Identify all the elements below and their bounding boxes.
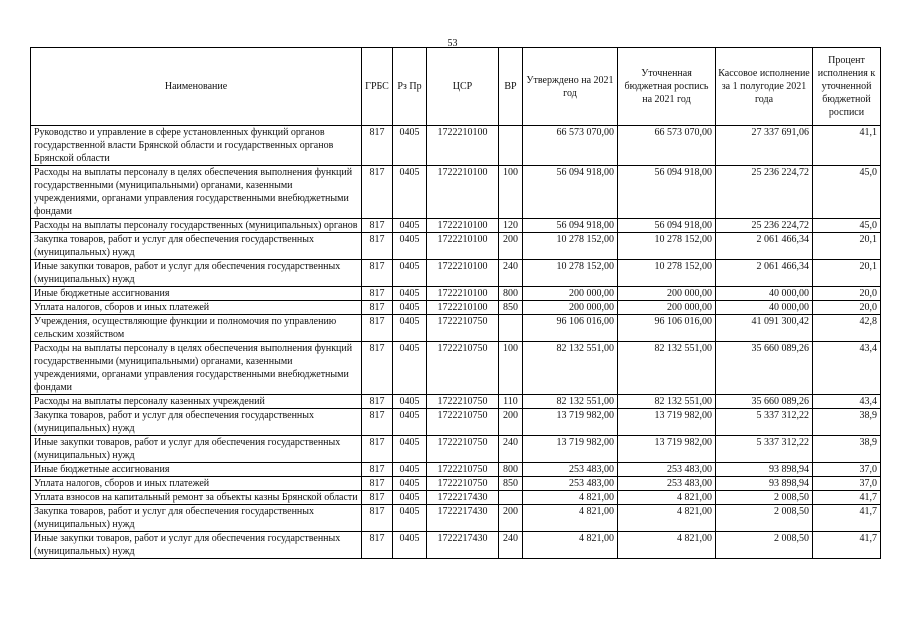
cell-grbs: 817 <box>362 532 393 559</box>
cell-cash: 40 000,00 <box>716 287 813 301</box>
col-header-name: Наименование <box>31 48 362 126</box>
cell-cash: 5 337 312,22 <box>716 409 813 436</box>
table-row <box>31 219 881 233</box>
cell-refined: 253 483,00 <box>618 463 716 477</box>
cell-vr: 100 <box>499 342 523 395</box>
cell-refined: 4 821,00 <box>618 532 716 559</box>
cell-refined: 4 821,00 <box>618 491 716 505</box>
cell-approved: 200 000,00 <box>523 301 618 315</box>
cell-vr: 850 <box>499 301 523 315</box>
cell-csr: 1722210750 <box>427 409 499 436</box>
cell-grbs: 817 <box>362 463 393 477</box>
cell-approved: 10 278 152,00 <box>523 233 618 260</box>
cell-cash: 93 898,94 <box>716 463 813 477</box>
col-header-vr: ВР <box>499 48 523 126</box>
cell-rz-pr: 0405 <box>393 301 427 315</box>
cell-approved: 82 132 551,00 <box>523 395 618 409</box>
cell-refined: 13 719 982,00 <box>618 436 716 463</box>
cell-approved: 96 106 016,00 <box>523 315 618 342</box>
cell-vr: 800 <box>499 463 523 477</box>
cell-csr: 1722210100 <box>427 260 499 287</box>
cell-cash: 93 898,94 <box>716 477 813 491</box>
cell-rz-pr: 0405 <box>393 219 427 233</box>
cell-approved: 13 719 982,00 <box>523 436 618 463</box>
cell-csr: 1722210100 <box>427 166 499 219</box>
cell-rz-pr: 0405 <box>393 315 427 342</box>
cell-name: Иные бюджетные ассигнования <box>31 287 362 301</box>
cell-refined: 96 106 016,00 <box>618 315 716 342</box>
cell-grbs: 817 <box>362 315 393 342</box>
cell-vr: 240 <box>499 532 523 559</box>
cell-name: Уплата взносов на капитальный ремонт за объекты казны Брянской области <box>31 491 362 505</box>
cell-cash: 27 337 691,06 <box>716 126 813 166</box>
cell-grbs: 817 <box>362 342 393 395</box>
cell-rz-pr: 0405 <box>393 126 427 166</box>
cell-rz-pr: 0405 <box>393 463 427 477</box>
cell-grbs: 817 <box>362 260 393 287</box>
cell-refined: 10 278 152,00 <box>618 260 716 287</box>
cell-cash: 25 236 224,72 <box>716 219 813 233</box>
cell-rz-pr: 0405 <box>393 260 427 287</box>
cell-vr: 200 <box>499 505 523 532</box>
cell-cash: 35 660 089,26 <box>716 342 813 395</box>
cell-name: Расходы на выплаты персоналу в целях обеспечения выполнения функций государственными (муниципальными) органами, казенными учреждениями, органами управления государственными внебюджетными фондами <box>31 166 362 219</box>
cell-grbs: 817 <box>362 126 393 166</box>
cell-grbs: 817 <box>362 477 393 491</box>
cell-cash: 2 008,50 <box>716 505 813 532</box>
table-row <box>31 233 881 260</box>
cell-csr: 1722210750 <box>427 342 499 395</box>
col-header-cash: Кассовое исполнение за 1 полугодие 2021 года <box>716 48 813 126</box>
cell-cash: 2 008,50 <box>716 491 813 505</box>
cell-name: Уплата налогов, сборов и иных платежей <box>31 301 362 315</box>
cell-name: Закупка товаров, работ и услуг для обеспечения государственных (муниципальных) нужд <box>31 233 362 260</box>
cell-vr: 800 <box>499 287 523 301</box>
cell-refined: 10 278 152,00 <box>618 233 716 260</box>
table-row <box>31 491 881 505</box>
cell-refined: 66 573 070,00 <box>618 126 716 166</box>
table-row <box>31 532 881 559</box>
col-header-grbs: ГРБС <box>362 48 393 126</box>
cell-name: Закупка товаров, работ и услуг для обеспечения государственных (муниципальных) нужд <box>31 409 362 436</box>
cell-vr: 200 <box>499 409 523 436</box>
cell-rz-pr: 0405 <box>393 436 427 463</box>
cell-rz-pr: 0405 <box>393 342 427 395</box>
table-row <box>31 505 881 532</box>
cell-csr: 1722210750 <box>427 315 499 342</box>
cell-name: Руководство и управление в сфере установленных функций органов государственной власти Брянской области и государственных органов Брянской области <box>31 126 362 166</box>
table-row <box>31 477 881 491</box>
cell-csr: 1722217430 <box>427 532 499 559</box>
cell-refined: 13 719 982,00 <box>618 409 716 436</box>
cell-vr: 100 <box>499 166 523 219</box>
cell-csr: 1722210100 <box>427 233 499 260</box>
cell-grbs: 817 <box>362 301 393 315</box>
cell-cash: 35 660 089,26 <box>716 395 813 409</box>
cell-name: Иные закупки товаров, работ и услуг для обеспечения государственных (муниципальных) нужд <box>31 436 362 463</box>
cell-approved: 10 278 152,00 <box>523 260 618 287</box>
cell-name: Расходы на выплаты персоналу государственных (муниципальных) органов <box>31 219 362 233</box>
cell-percent: 42,8 <box>813 315 881 342</box>
cell-approved: 66 573 070,00 <box>523 126 618 166</box>
cell-name: Иные закупки товаров, работ и услуг для обеспечения государственных (муниципальных) нужд <box>31 532 362 559</box>
cell-vr: 200 <box>499 233 523 260</box>
cell-cash: 41 091 300,42 <box>716 315 813 342</box>
table-row <box>31 301 881 315</box>
cell-vr: 240 <box>499 260 523 287</box>
cell-rz-pr: 0405 <box>393 233 427 260</box>
cell-cash: 5 337 312,22 <box>716 436 813 463</box>
cell-grbs: 817 <box>362 395 393 409</box>
cell-name: Уплата налогов, сборов и иных платежей <box>31 477 362 491</box>
cell-vr <box>499 491 523 505</box>
cell-csr: 1722210750 <box>427 395 499 409</box>
table-body <box>31 126 881 559</box>
table-row <box>31 126 881 166</box>
cell-csr: 1722217430 <box>427 491 499 505</box>
cell-name: Расходы на выплаты персоналу в целях обеспечения выполнения функций государственными (муниципальными) органами, казенными учреждениями, органами управления государственными внебюджетными фондами <box>31 342 362 395</box>
cell-rz-pr: 0405 <box>393 491 427 505</box>
cell-approved: 4 821,00 <box>523 491 618 505</box>
table-row <box>31 287 881 301</box>
cell-cash: 40 000,00 <box>716 301 813 315</box>
cell-csr: 1722210100 <box>427 126 499 166</box>
cell-percent: 45,0 <box>813 219 881 233</box>
cell-refined: 200 000,00 <box>618 301 716 315</box>
page-number: 53 <box>447 38 458 49</box>
cell-percent: 41,7 <box>813 491 881 505</box>
cell-approved: 4 821,00 <box>523 505 618 532</box>
cell-refined: 56 094 918,00 <box>618 219 716 233</box>
cell-percent: 20,0 <box>813 301 881 315</box>
cell-cash: 2 008,50 <box>716 532 813 559</box>
cell-cash: 2 061 466,34 <box>716 260 813 287</box>
cell-vr <box>499 126 523 166</box>
budget-table <box>30 47 881 559</box>
cell-approved: 253 483,00 <box>523 477 618 491</box>
cell-csr: 1722210750 <box>427 463 499 477</box>
cell-approved: 4 821,00 <box>523 532 618 559</box>
cell-percent: 43,4 <box>813 395 881 409</box>
col-header-refined: Уточненная бюджетная роспись на 2021 год <box>618 48 716 126</box>
cell-percent: 38,9 <box>813 409 881 436</box>
table-row <box>31 395 881 409</box>
cell-refined: 82 132 551,00 <box>618 395 716 409</box>
cell-approved: 13 719 982,00 <box>523 409 618 436</box>
cell-vr <box>499 315 523 342</box>
cell-csr: 1722210100 <box>427 301 499 315</box>
cell-rz-pr: 0405 <box>393 532 427 559</box>
cell-grbs: 817 <box>362 436 393 463</box>
cell-rz-pr: 0405 <box>393 166 427 219</box>
cell-grbs: 817 <box>362 166 393 219</box>
cell-rz-pr: 0405 <box>393 395 427 409</box>
table-row <box>31 463 881 477</box>
cell-vr: 110 <box>499 395 523 409</box>
cell-percent: 41,7 <box>813 532 881 559</box>
cell-grbs: 817 <box>362 505 393 532</box>
cell-percent: 41,7 <box>813 505 881 532</box>
cell-cash: 25 236 224,72 <box>716 166 813 219</box>
cell-percent: 43,4 <box>813 342 881 395</box>
cell-vr: 240 <box>499 436 523 463</box>
table-row <box>31 342 881 395</box>
table-row <box>31 260 881 287</box>
col-header-rz-pr: Рз Пр <box>393 48 427 126</box>
cell-refined: 82 132 551,00 <box>618 342 716 395</box>
cell-refined: 200 000,00 <box>618 287 716 301</box>
cell-grbs: 817 <box>362 233 393 260</box>
col-header-percent: Процент исполнения к уточненной бюджетной росписи <box>813 48 881 126</box>
cell-percent: 45,0 <box>813 166 881 219</box>
cell-csr: 1722210750 <box>427 436 499 463</box>
cell-name: Учреждения, осуществляющие функции и полномочия по управлению сельским хозяйством <box>31 315 362 342</box>
table-header-row <box>31 48 881 126</box>
table-row <box>31 166 881 219</box>
cell-approved: 200 000,00 <box>523 287 618 301</box>
table-row <box>31 315 881 342</box>
cell-grbs: 817 <box>362 219 393 233</box>
cell-grbs: 817 <box>362 287 393 301</box>
cell-approved: 82 132 551,00 <box>523 342 618 395</box>
col-header-csr: ЦСР <box>427 48 499 126</box>
cell-name: Расходы на выплаты персоналу казенных учреждений <box>31 395 362 409</box>
cell-percent: 38,9 <box>813 436 881 463</box>
cell-csr: 1722210100 <box>427 287 499 301</box>
cell-approved: 56 094 918,00 <box>523 219 618 233</box>
cell-grbs: 817 <box>362 409 393 436</box>
cell-refined: 4 821,00 <box>618 505 716 532</box>
cell-rz-pr: 0405 <box>393 477 427 491</box>
cell-grbs: 817 <box>362 491 393 505</box>
cell-csr: 1722210750 <box>427 477 499 491</box>
table-row <box>31 409 881 436</box>
cell-percent: 20,1 <box>813 260 881 287</box>
cell-rz-pr: 0405 <box>393 409 427 436</box>
cell-name: Закупка товаров, работ и услуг для обеспечения государственных (муниципальных) нужд <box>31 505 362 532</box>
cell-csr: 1722210100 <box>427 219 499 233</box>
cell-approved: 56 094 918,00 <box>523 166 618 219</box>
cell-rz-pr: 0405 <box>393 287 427 301</box>
cell-cash: 2 061 466,34 <box>716 233 813 260</box>
cell-percent: 37,0 <box>813 463 881 477</box>
cell-refined: 56 094 918,00 <box>618 166 716 219</box>
cell-percent: 20,0 <box>813 287 881 301</box>
cell-vr: 850 <box>499 477 523 491</box>
cell-rz-pr: 0405 <box>393 505 427 532</box>
cell-percent: 37,0 <box>813 477 881 491</box>
col-header-approved: Утверждено на 2021 год <box>523 48 618 126</box>
cell-csr: 1722217430 <box>427 505 499 532</box>
cell-approved: 253 483,00 <box>523 463 618 477</box>
cell-percent: 41,1 <box>813 126 881 166</box>
cell-name: Иные бюджетные ассигнования <box>31 463 362 477</box>
cell-name: Иные закупки товаров, работ и услуг для обеспечения государственных (муниципальных) нужд <box>31 260 362 287</box>
cell-refined: 253 483,00 <box>618 477 716 491</box>
table-row <box>31 436 881 463</box>
cell-percent: 20,1 <box>813 233 881 260</box>
cell-vr: 120 <box>499 219 523 233</box>
